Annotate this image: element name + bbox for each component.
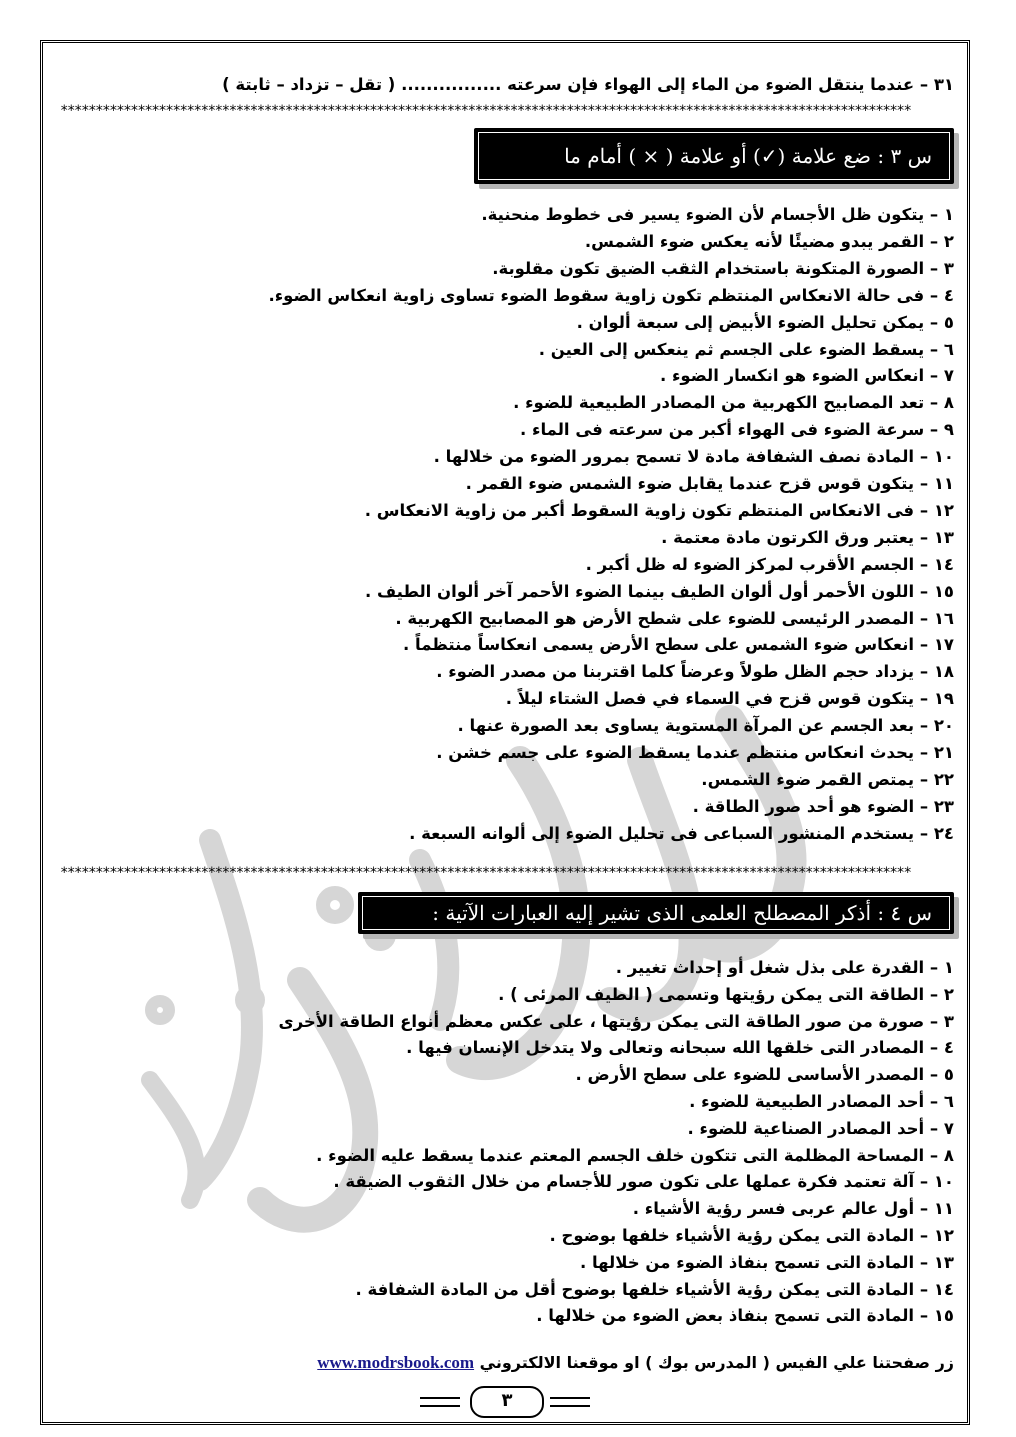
section3-item: ٢٣ – الضوء هو أحد صور الطاقة . [692, 796, 954, 816]
section4-item: ٧ – أحد المصادر الصناعية للضوء . [687, 1118, 954, 1138]
section3-item: ٢٤ – يستخدم المنشور السباعى فى تحليل الضوء إلى ألوانه السبعة . [409, 823, 954, 843]
section4-banner [358, 892, 954, 934]
section4-item: ١٠ – آلة تعتمد فكرة عملها على تكون صور للأجسام من خلال الثقوب الضيقة . [333, 1172, 954, 1192]
right-ornament [550, 1397, 590, 1407]
section4-item: ٤ – المصادر التى خلقها الله سبحانه وتعالى ولا يتدخل الإنسان فيها . [406, 1038, 954, 1058]
separator-top: ************************************************************************************************************************* [60, 104, 911, 118]
website-link[interactable]: www.modrsbook.com [317, 1353, 475, 1372]
section4-item: ٣ – صورة من صور الطاقة التى يمكن رؤيتها ، على عكس معظم أنواع الطاقة الأخرى [278, 1011, 954, 1031]
section4-item: ١٣ – المادة التى تسمح بنفاذ الضوء من خلالها . [579, 1252, 954, 1272]
section3-item: ٩ – سرعة الضوء فى الهواء أكبر من سرعته فى الماء . [520, 420, 954, 440]
section4-item: ٨ – المساحة المظلمة التى تتكون خلف الجسم المعتم عندما يسقط عليه الضوء . [316, 1145, 954, 1165]
section4-item: ٦ – أحد المصادر الطبيعية للضوء . [689, 1092, 954, 1111]
section3-item: ٢ – القمر يبدو مضيئًا لأنه يعكس ضوء الشمس. [584, 231, 954, 251]
footer [317, 1353, 954, 1373]
section4-item: ١٥ – المادة التى تسمح بنفاذ بعض الضوء من خلالها . [536, 1306, 954, 1326]
section3-item: ١٦ – المصدر الرئيسى للضوء على شطح الأرض هو المصابيح الكهربية . [395, 608, 954, 628]
section3-item: ١٠ – المادة نصف الشفافة مادة لا تسمح بمرور الضوء من خلالها . [433, 447, 954, 467]
section4-item: ١١ – أول عالم عربى فسر رؤية الأشياء . [632, 1199, 954, 1219]
section4-title: س ٤ : أذكر المصطلح العلمى الذى تشير إليه العبارات الآتية : [432, 901, 932, 925]
question-31: ٣١ – عندما ينتقل الضوء من الماء إلى الهواء فإن سرعته ................ ( تقل – تزداد – ثابتة ) [222, 75, 954, 94]
footer-text: زر صفحتنا علي الفيس ( المدرس بوك ) او موقعنا الالكتروني [479, 1353, 954, 1372]
section4-item: ٢ – الطاقة التى يمكن رؤيتها وتسمى ( الطيف المرئى ) . [498, 984, 954, 1004]
section3-item: ٦ – يسقط الضوء على الجسم ثم ينعكس إلى العين . [538, 339, 954, 359]
section3-item: ١٢ – فى الانعكاس المنتظم تكون زاوية السقوط أكبر من زاوية الانعكاس . [364, 500, 954, 520]
section4-item: ١٢ – المادة التى يمكن رؤية الأشياء خلفها بوضوح . [549, 1226, 954, 1245]
section3-item: ١٨ – يزداد حجم الظل طولاً وعرضاً كلما اقتربنا من مصدر الضوء . [436, 662, 954, 682]
section3-item: ١٥ – اللون الأحمر أول ألوان الطيف بينما الضوء الأحمر آخر ألوان الطيف . [364, 581, 954, 601]
section3-item: ٣ – الصورة المتكونة باستخدام الثقب الضيق تكون مقلوبة. [492, 258, 954, 278]
separator-middle: ************************************************************************************************************************* [60, 866, 911, 880]
section3-item: ٤ – فى حالة الانعكاس المنتظم تكون زاوية سقوط الضوء تساوى زاوية انعكاس الضوء. [268, 285, 954, 305]
section3-item: ٥ – يمكن تحليل الضوء الأبيض إلى سبعة ألوان . [576, 312, 954, 332]
section3-banner [474, 128, 954, 184]
section3-item: ١٣ – يعتبر ورق الكرتون مادة معتمة . [661, 527, 954, 547]
section3-item: ٢١ – يحدث انعكاس منتظم عندما يسقط الضوء على جسم خشن . [436, 743, 954, 762]
section3-item: ١٤ – الجسم الأقرب لمركز الضوء له ظل أكبر . [585, 554, 954, 574]
section3-item: ١١ – يتكون قوس قزح عندما يقابل ضوء الشمس ضوء القمر . [465, 474, 954, 493]
left-ornament [420, 1397, 460, 1407]
section3-item: ٢٠ – بعد الجسم عن المرآة المستوية يساوى بعد الصورة عنها . [457, 716, 954, 736]
section3-item: ١٩ – يتكون قوس قزح في السماء في فصل الشتاء ليلاً . [505, 689, 954, 709]
section3-item: ٢٢ – يمتص القمر ضوء الشمس. [701, 769, 954, 789]
page-number: ٣ [470, 1386, 544, 1418]
section3-title: س ٣ : ضع علامة (✓) أو علامة ( × ) أمام ما [564, 144, 932, 168]
section3-item: ٨ – تعد المصابيح الكهربية من المصادر الطبيعية للضوء . [513, 393, 954, 413]
section3-item: ١٧ – انعكاس ضوء الشمس على سطح الأرض يسمى انعكاساً منتظماً . [402, 635, 954, 655]
section4-item: ١ – القدرة على بذل شغل أو إحداث تغيير . [615, 958, 954, 977]
section3-item: ٧ – انعكاس الضوء هو انكسار الضوء . [659, 366, 954, 386]
section4-item: ٥ – المصدر الأساسى للضوء على سطح الأرض . [575, 1065, 954, 1085]
section3-item: ١ – يتكون ظل الأجسام لأن الضوء يسير فى خطوط منحنية. [481, 205, 954, 224]
section4-item: ١٤ – المادة التى يمكن رؤية الأشياء خلفها بوضوح أقل من المادة الشفافة . [355, 1279, 954, 1299]
